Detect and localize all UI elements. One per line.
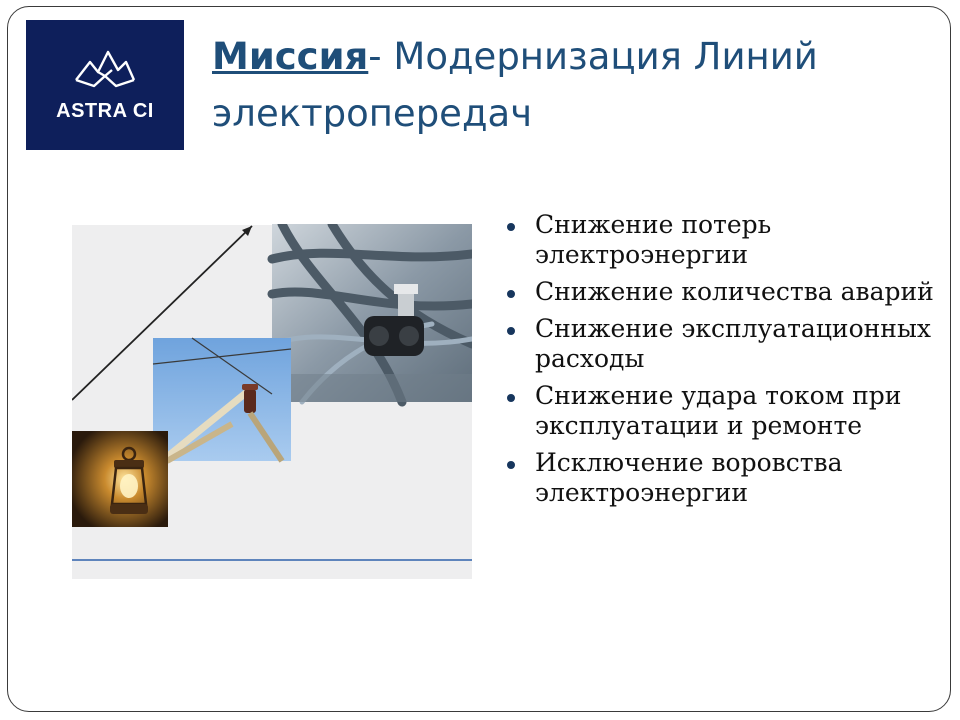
- bullet-item: [505, 448, 945, 508]
- title-rest: - Модернизация Линий электропередач: [212, 35, 818, 135]
- bullet-dot-icon: [507, 327, 515, 335]
- bullet-list: [505, 210, 945, 515]
- bullet-text: Исключение воровства электроэнергии: [535, 448, 843, 507]
- bullet-text: Снижение количества аварий: [535, 277, 934, 306]
- bullet-dot-icon: [507, 394, 515, 402]
- bullet-text: Снижение эксплуатационных расходы: [535, 314, 931, 373]
- bullet-item: [505, 314, 945, 374]
- bullet-dot-icon: [507, 223, 515, 231]
- bullet-dot-icon: [507, 461, 515, 469]
- powerline-photo: [153, 338, 291, 461]
- page-title: [212, 28, 932, 142]
- cables-photo: [272, 224, 472, 402]
- bullet-item: [505, 210, 945, 270]
- title-emphasis: Миссия: [212, 35, 369, 78]
- logo-text: ASTRA CI: [56, 100, 154, 122]
- bullet-item: [505, 381, 945, 441]
- mountain-logo-icon: [72, 42, 138, 90]
- bullet-item: [505, 277, 945, 307]
- bullet-text: Снижение удара током при эксплуатации и ремонте: [535, 381, 902, 440]
- bullet-text: Снижение потерь электроэнергии: [535, 210, 772, 269]
- bullet-dot-icon: [507, 290, 515, 298]
- lantern-photo: [72, 431, 168, 527]
- illustration-collage: [72, 224, 472, 579]
- astra-ci-logo: [26, 20, 184, 150]
